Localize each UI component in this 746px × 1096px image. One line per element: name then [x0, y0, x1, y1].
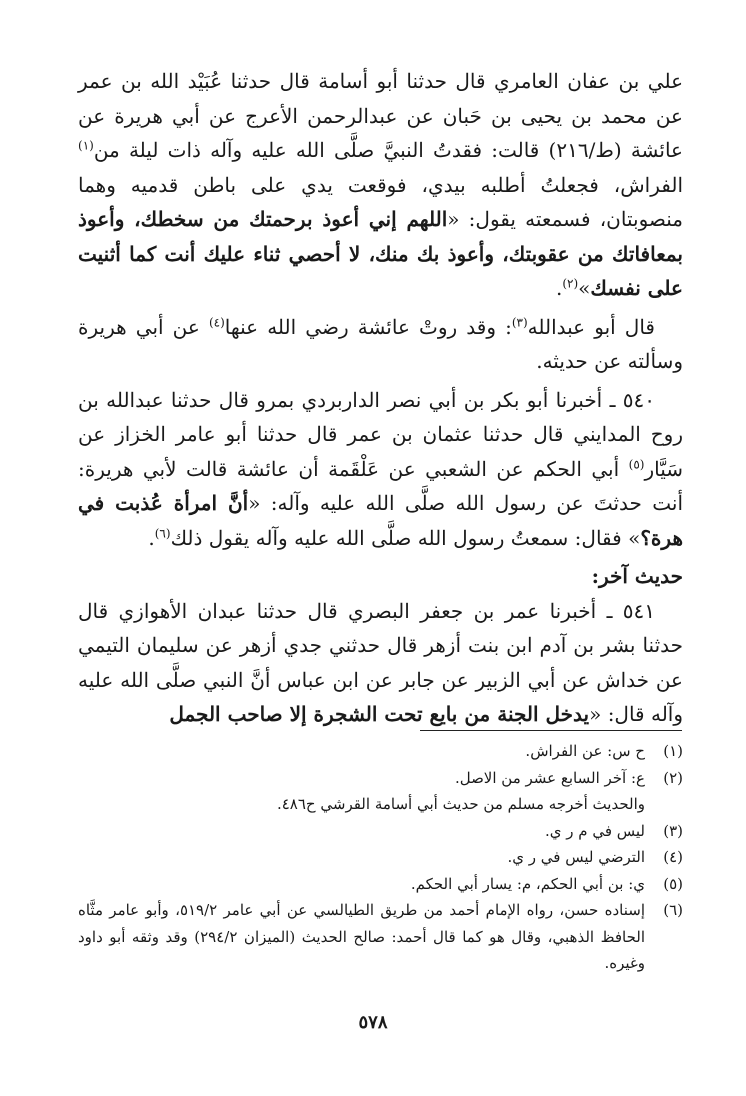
footnote [78, 791, 683, 818]
footnote-number: (١) [663, 742, 683, 760]
footnote [78, 818, 683, 845]
footnote-text: ع: آخر السابع عشر من الاصل. [454, 768, 645, 787]
section-heading: حديث آخر: [591, 564, 683, 588]
main-text [78, 64, 683, 732]
footnote-ref-4[interactable]: (٤) [208, 314, 225, 329]
footnote [78, 765, 683, 792]
footnote-number: (٤) [663, 848, 683, 866]
footnote-text: ليس في م ر ي. [544, 821, 645, 840]
footnote-ref-6[interactable]: (٦) [154, 525, 171, 540]
footnote-text: إسناده حسن، رواه الإمام أحمد من طريق الطيالسي عن أبي عامر ٥١٩/٢، وأبو عامر مثَّاه الحافظ الذهبي، وقال هو كما قال أحمد: صالح الحديث (الميزان ٢٩٤/٢) وقد وثقه أبو داود وغيره. [78, 901, 645, 972]
footnote-ref-3[interactable]: (٣) [511, 314, 528, 329]
footnote [78, 738, 683, 765]
hadith-text: يدخل الجنة من بايع تحت الشجرة إلا صاحب الجمل [169, 702, 590, 726]
footnote-divider [420, 730, 682, 731]
footnote-number: (٢) [663, 768, 683, 787]
paragraph-abu-abdullah: قال أبو عبدالله$^{(٣)}$: وقد روتْ عائشة رضي الله عنها$^{(٤)}$ عن أبي هريرة وسألته عن حديثه. [78, 314, 683, 373]
footnote-text: ي: بن أبي الحكم، م: يسار أبي الحكم. [410, 874, 645, 893]
footnote-number: (٥) [663, 874, 683, 893]
footnote-text: والحديث أخرجه مسلم من حديث أبي أسامة القرشي ح٤٨٦. [276, 795, 645, 813]
footnote-number: (٣) [663, 821, 683, 840]
paragraph-541: ٥٤١ ـ أخبرنا عمر بن جعفر البصري قال حدثنا عبدان الأهوازي قال حدثنا بشر بن آدم ابن بنت أزهر قال حدثني جدي أزهر عن سليمان التيمي عن خداش عن أبي الزبير عن جابر عن ابن عباس أنَّ النبي صلَّى الله عليه وآله قال: «يدخل الجنة من بايع تحت الشجرة إلا صاحب الجمل [78, 598, 683, 726]
footnote [78, 844, 683, 871]
page-number: ٥٧٨ [358, 1012, 388, 1033]
footnote [78, 897, 683, 977]
footnote-text: الترضي ليس في ر ي. [507, 848, 645, 866]
footnote-ref-1[interactable]: (١) [78, 138, 94, 153]
footnote-text: ح س: عن الفراش. [525, 742, 645, 760]
footnote [78, 871, 683, 898]
footnote-ref-5[interactable]: (٥) [628, 456, 645, 471]
footnotes [78, 738, 683, 977]
footnote-number: (٦) [663, 901, 683, 919]
hadith-text: اللهم إني أعوذ برحمتك من سخطك، وأعوذ بمعافاتك من عقوبتك، وأعوذ بك منك، لا أحصي ثناء عليك أنت كما أثنيت على نفسك [78, 207, 683, 300]
paragraph-540: ٥٤٠ ـ أخبرنا أبو بكر بن أبي نصر الداربردي بمرو قال حدثنا عبدالله بن روح المدايني قال حدثنا عثمان بن عمر قال حدثنا أبو عامر الخزاز عن سَيَّار$^{(٥)}$ أبي الحكم عن الشعبي عن عَلْقَمة أن عائشة قالت لأبي هريرة: أنت حدثتَ عن رسول الله صلَّى الله عليه وآله: «أنَّ امرأة عُذبت في هرة؟» فقال: سمعتُ رسول الله صلَّى الله عليه وآله يقول ذلك$^{(٦)}$. [78, 387, 684, 550]
paragraph-539-continuation: علي بن عفان العامري قال حدثنا أبو أسامة قال حدثنا عُبَيْد الله بن عمر عن محمد بن يحيى بن حَبان عن عبدالرحمن الأعرج عن أبي هريرة عن عائشة (ط/٢١٦) قالت: فقدتُ النبيَّ صلَّى الله عليه وآله ذات ليلة من$^{(١)}$ الفراش، فجعلتُ أطلبه بيدي، فوقعت يدي على باطن قدميه وهما منصوبتان، فسمعته يقول: «اللهم إني أعوذ برحمتك من سخطك، وأعوذ بمعافاتك من عقوبتك، وأعوذ بك منك، لا أحصي ثناء عليك أنت كما أثنيت على نفسك»$^{(٢)}$. [78, 69, 683, 300]
footnote-ref-2[interactable]: (٢) [562, 276, 579, 291]
hadith-text: أنَّ امرأة عُذبت في هرة؟ [78, 491, 683, 550]
